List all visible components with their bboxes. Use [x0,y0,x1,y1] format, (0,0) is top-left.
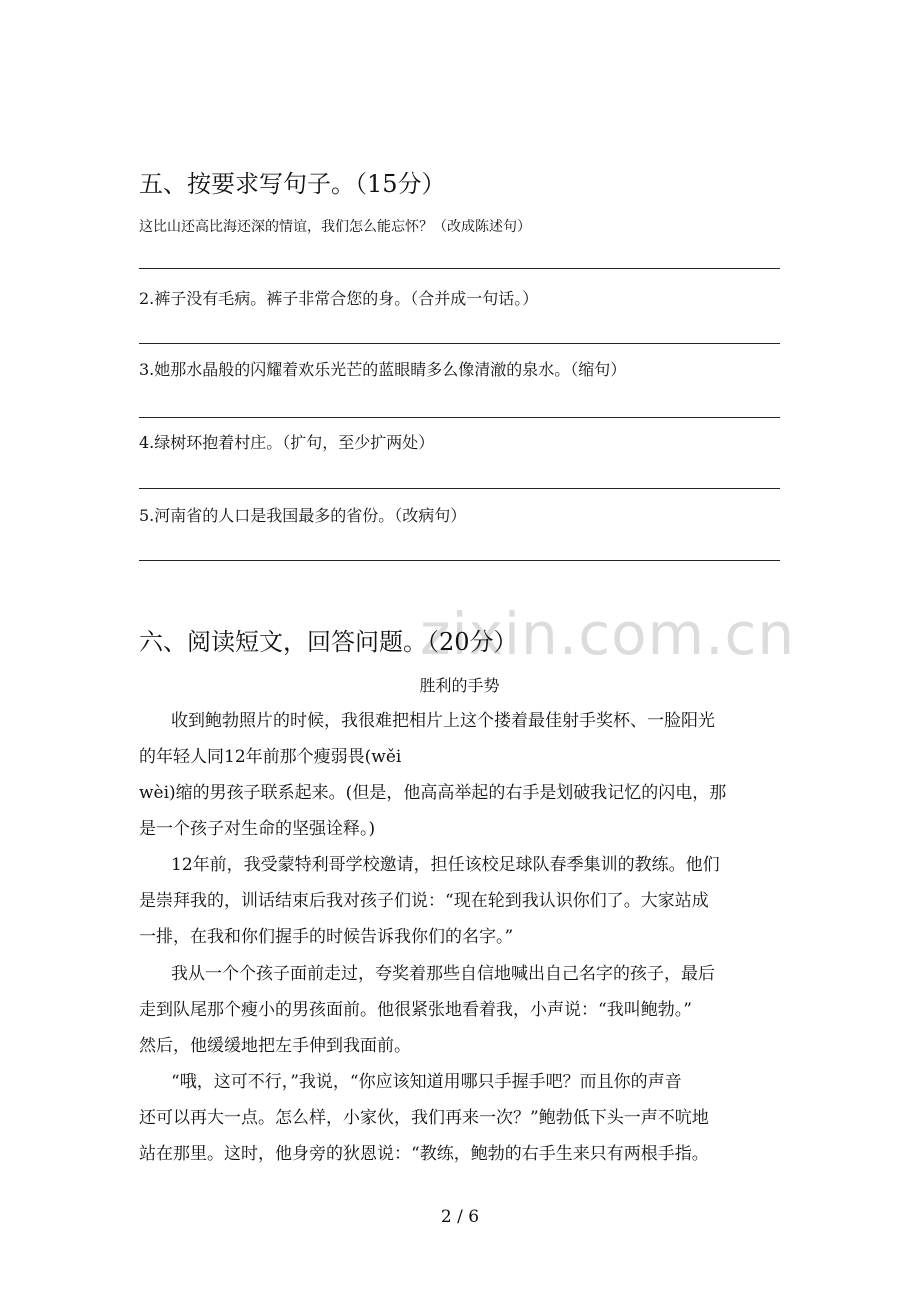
answer-line-3 [139,417,780,418]
passage-line: 收到鲍勃照片的时候，我很难把相片上这个搂着最佳射手奖杯、一脸阳光 [171,711,715,731]
passage-line: 12年前，我受蒙特利哥学校邀请，担任该校足球队春季集训的教练。他们 [171,855,720,875]
watermark: zixin.com.cn [420,600,796,668]
section5-title: 五、按要求写句子。（15分） [139,170,446,198]
page-number: 2 / 6 [440,1207,480,1227]
passage-line: 的年轻人同12年前那个瘦弱畏(wěi [139,747,402,767]
passage-line: 走到队尾那个瘦小的男孩面前。他很紧张地看着我，小声说：“我叫鲍勃。” [139,1000,692,1020]
answer-line-1 [139,268,780,269]
passage-line: 站在那里。这时，他身旁的狄恩说：“教练，鲍勃的右手生来只有两根手指。 [139,1144,709,1164]
passage-line: 还可以再大一点。怎么样，小家伙，我们再来一次？”鲍勃低下头一声不吭地 [139,1108,709,1128]
answer-line-2 [139,343,780,344]
passage-line: 然后，他缓缓地把左手伸到我面前。 [139,1036,411,1056]
answer-line-4 [139,488,780,489]
question-2: 2.裤子没有毛病。裤子非常合您的身。（合并成一句话。） [139,289,539,308]
answer-line-5 [139,560,780,561]
passage-line: 我从一个个孩子面前走过，夸奖着那些自信地喊出自己名字的孩子，最后 [171,964,715,984]
section6-title: 六、阅读短文，回答问题。（20分） [139,628,518,656]
passage-line: “哦，这可不行，”我说，“你应该知道用哪只手握手吧？而且你的声音 [171,1072,682,1092]
passage-line: 是一个孩子对生命的坚强诠释。) [139,819,376,839]
passage-line: wèi)缩的男孩子联系起来。(但是，他高高举起的右手是划破我记忆的闪电，那 [139,783,727,803]
passage-title: 胜利的手势 [419,676,500,695]
question-4: 4.绿树环抱着村庄。（扩句，至少扩两处） [139,433,435,452]
passage-line: 是崇拜我的，训话结束后我对孩子们说：“现在轮到我认识你们了。大家站成 [139,891,709,911]
passage-line: 一排，在我和你们握手的时候告诉我你们的名字。” [139,927,514,947]
question-5: 5.河南省的人口是我国最多的省份。（改病句） [139,506,467,525]
question-1: 这比山还高比海还深的情谊，我们怎么能忘怀？（改成陈述句） [139,219,531,235]
question-3: 3.她那水晶般的闪耀着欢乐光芒的蓝眼睛多么像清澈的泉水。（缩句） [139,360,627,379]
